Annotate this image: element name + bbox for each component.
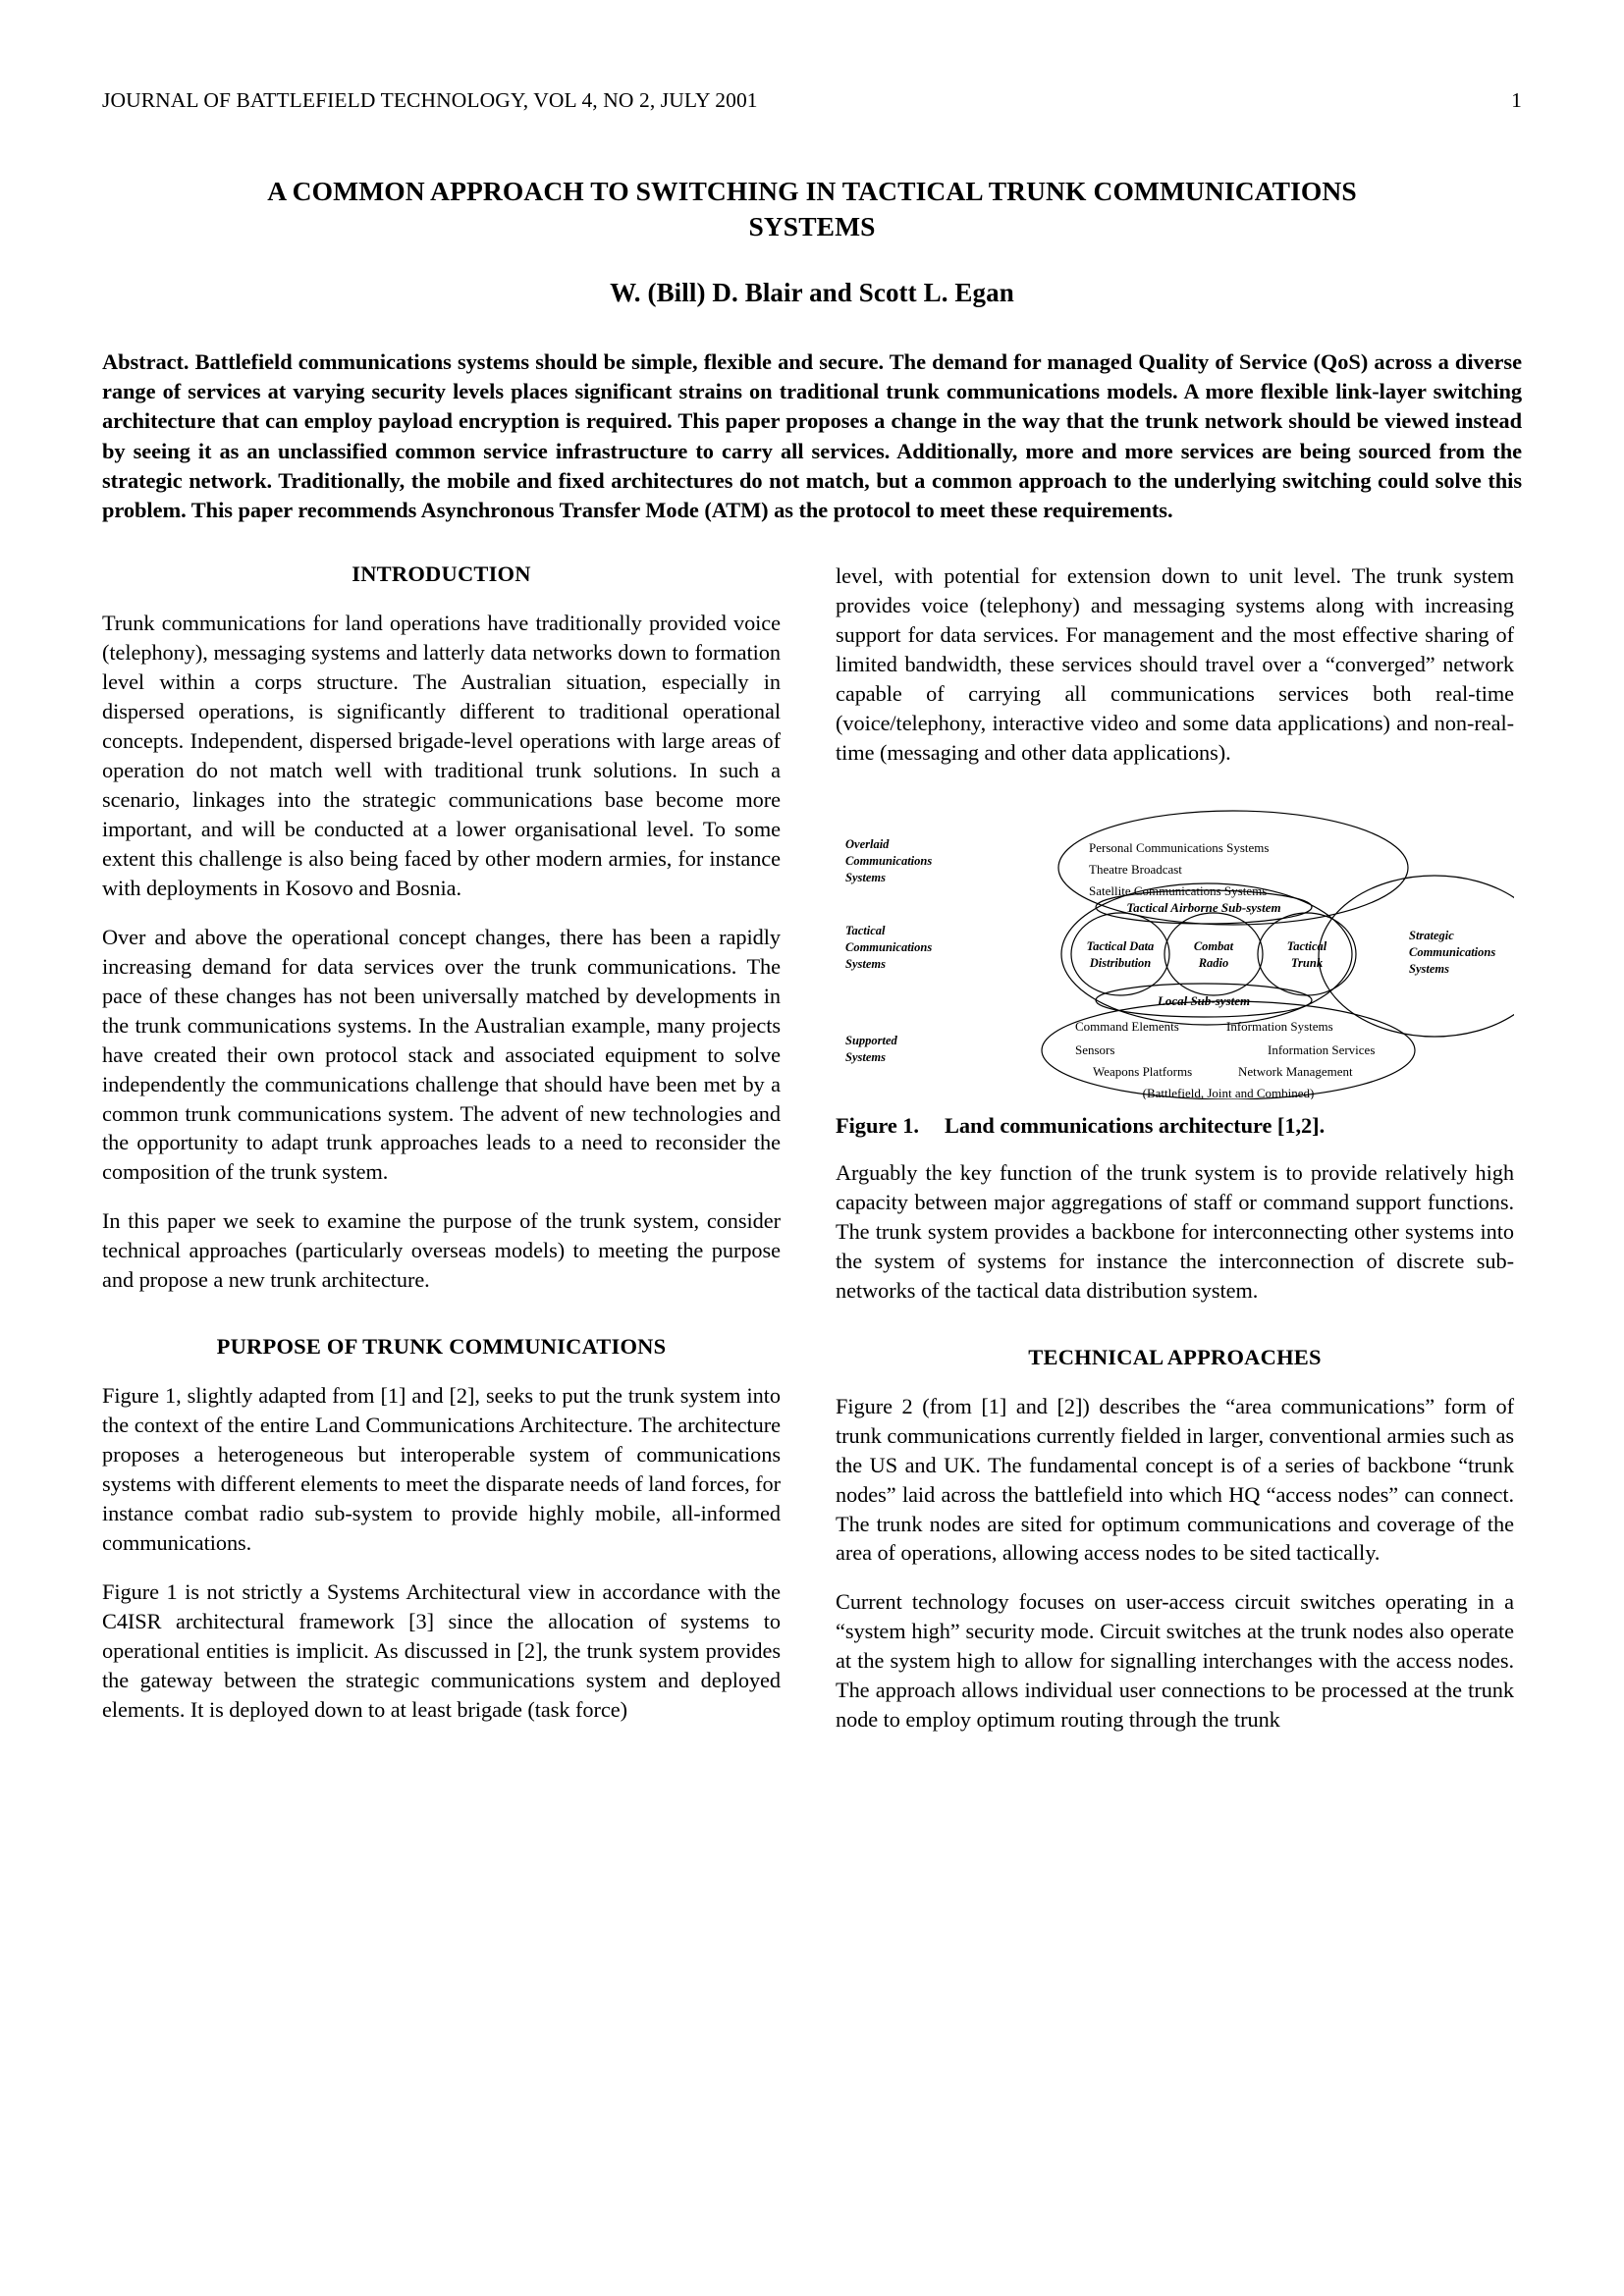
- overlaid-systems-items: [1089, 840, 1269, 898]
- overlaid-item: Theatre Broadcast: [1089, 861, 1182, 877]
- strategic-label-line-1: Strategic: [1409, 928, 1454, 942]
- tactical-trunk-label-line-2: Trunk: [1290, 955, 1324, 970]
- supported-label-line-2: Systems: [845, 1049, 886, 1064]
- paper-authors: W. (Bill) D. Blair and Scott L. Egan: [610, 277, 1014, 307]
- right-column: [836, 561, 1514, 1735]
- combat-radio-label-line-1: Combat: [1193, 938, 1234, 953]
- paragraph: Over and above the operational concept changes, there has been a rapidly increasing demand for data services over the trunk communications. The pace of these changes has not been universally matched by developments in the trunk communications systems. In the Australian example, many projects have created their own protocol stack and associated equipment to solve independently the communications challenge that should have been met by a common trunk communications system. The advent of new technologies and the opportunity to adapt trunk approaches leads to a need to reconsider the composition of the trunk system.: [102, 924, 781, 1185]
- tactical-data-distribution-label-line-2: Distribution: [1089, 955, 1152, 970]
- tactical-label-line-2: Communications: [845, 939, 933, 954]
- strategic-label-line-2: Communications: [1409, 944, 1496, 959]
- running-head-journal: JOURNAL OF BATTLEFIELD TECHNOLOGY, VOL 4, NO 2, JULY 2001: [102, 88, 758, 112]
- core-node-labels: [1087, 939, 1327, 970]
- figure-1-caption: [836, 1113, 1514, 1139]
- supported-item: Information Services: [1268, 1041, 1376, 1057]
- abstract-label: Abstract.: [102, 348, 189, 374]
- paragraph: Figure 2 (from [1] and [2]) describes the “area communications” form of trunk communications currently fielded in larger, conventional armies such as the US and UK. The fundamental concept is of a series of backbone “trunk nodes” laid across the battlefield into which HQ “access nodes” can connect. The trunk nodes are sited for optimum communications and coverage of the area of operations, allowing access nodes to be sited tactically.: [836, 1393, 1514, 1566]
- figure-1-caption-text: Land communications architecture [1,2].: [944, 1112, 1326, 1138]
- figure-1-canvas: [836, 787, 1514, 1099]
- running-head: [102, 88, 1522, 113]
- supported-item: Information Systems: [1226, 1018, 1333, 1034]
- section-heading-technical-approaches: TECHNICAL APPROACHES: [1028, 1344, 1322, 1369]
- supported-systems-footer: (Battlefield, Joint and Combined): [1142, 1085, 1315, 1099]
- supported-item: Weapons Platforms: [1093, 1063, 1193, 1079]
- body-columns: [102, 561, 1522, 1735]
- overlaid-label-line-2: Communications: [845, 853, 933, 868]
- paragraph: Figure 1, slightly adapted from [1] and [2], seeks to put the trunk system into the context of the entire Land Communications Architecture. The architecture proposes a heterogeneous but interoperable system of communications systems with different elements to meet the disparate needs of land forces, for instance combat radio sub-system to provide highly mobile, all-informed communications.: [102, 1383, 781, 1556]
- supported-systems-items: [1075, 1019, 1375, 1099]
- supported-label-line-1: Supported: [845, 1033, 897, 1047]
- supported-item: Sensors: [1075, 1041, 1115, 1057]
- paragraph: Trunk communications for land operations have traditionally provided voice (telephony), messaging systems and latterly data networks down to formation level within a corps structure. The Australian situation, especially in dispersed operations, is significantly different to traditional operational concepts. Independent, dispersed brigade-level operations with large areas of operation do not match well with traditional trunk solutions. In such a scenario, linkages into the strategic communications base become more important, and will be conducted at a lower organisational level. To some extent this challenge is also being faced by other modern armies, for instance with deployments in Kosovo and Bosnia.: [102, 610, 781, 900]
- tactical-data-distribution-label-line-1: Tactical Data: [1086, 938, 1155, 953]
- paragraph: Figure 1 is not strictly a Systems Architectural view in accordance with the C4ISR architectural framework [3] since the allocation of systems to operational entities is implicit. As discussed in [2], the trunk system provides the gateway between the strategic communications system and deployed elements. It is deployed down to at least brigade (task force): [102, 1579, 781, 1723]
- paragraph: Arguably the key function of the trunk system is to provide relatively high capacity between major aggregations of staff or command support functions. The trunk system provides a backbone for interconnecting other systems into the system of systems for instance the interconnection of discrete sub-networks of the tactical data distribution system.: [836, 1159, 1514, 1303]
- paper-title: [116, 174, 1508, 245]
- overlaid-item: Satellite Communications Systems: [1089, 882, 1268, 898]
- running-head-page-number: 1: [1511, 88, 1522, 112]
- abstract-text: Battlefield communications systems should be simple, flexible and secure. The demand for managed Quality of Service (QoS) across a diverse range of services at varying security levels places significant strains on traditional trunk communications models. A more flexible link-layer switching architecture that can employ payload encryption is required. This paper proposes a change in the way that the trunk network should be viewed instead by seeing it as an unclassified common service infrastructure to carry all services. Additionally, more and more services are being sourced from the strategic network. Traditionally, the mobile and fixed architectures do not match, but a common approach to the underlying switching could solve this problem. This paper recommends Asynchronous Transfer Mode (ATM) as the protocol to meet these requirements.: [102, 348, 1522, 523]
- overlaid-item: Personal Communications Systems: [1089, 839, 1270, 855]
- figure-1-caption-number: Figure 1.: [836, 1112, 919, 1138]
- combat-radio-ellipse: [1164, 913, 1263, 995]
- abstract: [102, 347, 1522, 526]
- paragraph: level, with potential for extension down to unit level. The trunk system provides voice (telephony) and messaging systems along with increasing support for data services. For management and the most effective sharing of limited bandwidth, these services should travel over a “converged” network capable of carrying all communications services both real-time (voice/telephony, interactive video and some data applications) and non-real-time (messaging and other data applications).: [836, 562, 1514, 765]
- tactical-airborne-label: Tactical Airborne Sub-system: [1126, 899, 1281, 915]
- section-heading-purpose-of-trunk-communications: PURPOSE OF TRUNK COMMUNICATIONS: [216, 1334, 667, 1360]
- tactical-trunk-ellipse: [1258, 913, 1356, 995]
- figure-1: [836, 787, 1514, 1139]
- land-communications-architecture-diagram: [836, 787, 1514, 1099]
- local-subsystem-label: Local Sub-system: [1157, 992, 1251, 1008]
- paper-title-line-1: A COMMON APPROACH TO SWITCHING IN TACTICAL TRUNK COMMUNICATIONS: [267, 176, 1357, 206]
- overlaid-label-line-3: Systems: [845, 870, 886, 884]
- paragraph: In this paper we seek to examine the purpose of the trunk system, consider technical approaches (particularly overseas models) to meeting the purpose and propose a new trunk architecture.: [102, 1208, 781, 1293]
- section-heading-introduction: INTRODUCTION: [352, 561, 531, 586]
- supported-item: Command Elements: [1075, 1018, 1179, 1034]
- tactical-trunk-label-line-1: Tactical: [1286, 938, 1327, 953]
- strategic-label-line-3: Systems: [1409, 961, 1449, 976]
- supported-item: Network Management: [1238, 1063, 1353, 1079]
- tactical-label-line-1: Tactical: [845, 923, 886, 937]
- paper-title-line-2: SYSTEMS: [748, 211, 876, 242]
- paragraph: Current technology focuses on user-access circuit switches operating in a “system high” security mode. Circuit switches at the trunk nodes also operate at the system high to allow for signalling interchanges with the access nodes. The approach allows individual user connections to be processed at the trunk node to employ optimum routing through the trunk: [836, 1589, 1514, 1733]
- combat-radio-label-line-2: Radio: [1198, 955, 1229, 970]
- tactical-label-line-3: Systems: [845, 956, 886, 971]
- tactical-data-distribution-ellipse: [1071, 913, 1169, 995]
- left-column: [102, 561, 781, 1725]
- overlaid-label-line-1: Overlaid: [845, 836, 890, 851]
